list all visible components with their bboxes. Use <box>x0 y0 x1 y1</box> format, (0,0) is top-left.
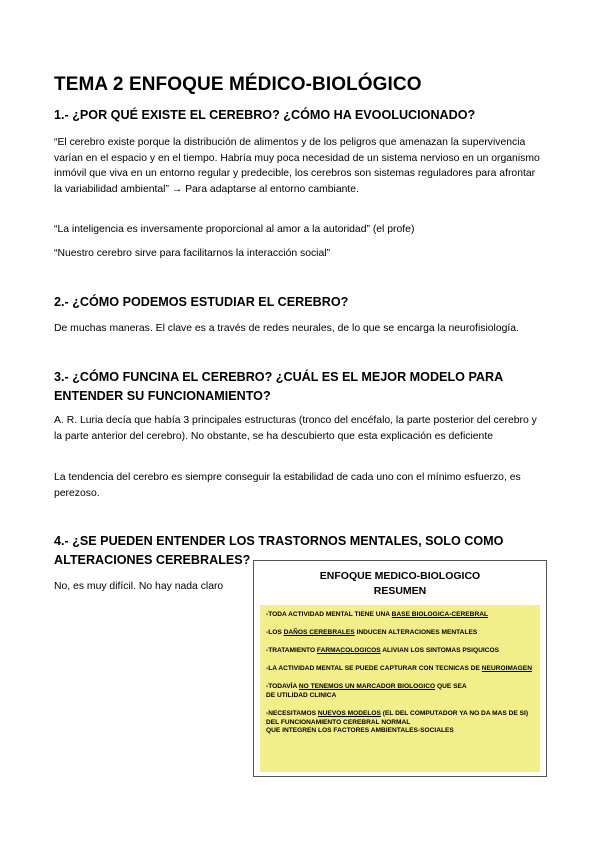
summary-title-line-1: ENFOQUE MEDICO-BIOLOGICO <box>319 570 481 582</box>
summary-item: -LOS DAÑOS CEREBRALES INDUCEN ALTERACIONES MENTALES <box>266 629 478 637</box>
section-1-heading: 1.- ¿POR QUÉ EXISTE EL CEREBRO? ¿CÓMO HA EVOOLUCIONADO? <box>54 108 476 122</box>
summary-item: -TODA ACTIVIDAD MENTAL TIENE UNA BASE BIOLOGICA-CEREBRAL <box>266 611 488 618</box>
section-2-heading: 2.- ¿CÓMO PODEMOS ESTUDIAR EL CEREBRO? <box>54 295 349 309</box>
summary-box <box>253 560 547 777</box>
section-3-text-1: A. R. Luria decía que había 3 principales estructuras (tronco del encéfalo, la parte posterior del cerebro y la parte anterior del cerebro). No obstante, se ha descubierto que esta explicación es deficiente <box>54 415 537 442</box>
summary-list <box>260 605 540 772</box>
section-1-quote: “El cerebro existe porque la distribución de alimentos y de los peligros que amenazan la supervivencia varían en el espacio y en el tiempo. Habría muy poca necesidad de un sistema nervioso en un organismo inmóvil que viva en un entorno regular y predecible, los cerebros son sistemas reguladores para afrontar la variabilidad ambiental” → Para adaptarse al entorno cambiante. <box>54 137 540 195</box>
section-1-quote-3: “Nuestro cerebro sirve para facilitarnos la interacción social” <box>54 248 331 259</box>
section-1-quote-2: “La inteligencia es inversamente proporcional al amor a la autoridad” (el profe) <box>54 224 415 235</box>
page-title: TEMA 2 ENFOQUE MÉDICO-BIOLÓGICO <box>54 74 422 95</box>
section-3-text-2: La tendencia del cerebro es siempre conseguir la estabilidad de cada uno con el mínimo esfuerzo, es perezoso. <box>54 472 521 499</box>
summary-item: -LA ACTIVIDAD MENTAL SE PUEDE CAPTURAR CON TECNICAS DE NEUROIMAGEN <box>266 665 532 673</box>
summary-title-line-2: RESUMEN <box>373 585 427 597</box>
section-3-heading: 3.- ¿CÓMO FUNCINA EL CEREBRO? ¿CUÁL ES EL MEJOR MODELO PARA ENTENDER SU FUNCIONAMIENTO? <box>54 370 503 403</box>
section-2-text: De muchas maneras. El clave es a través de redes neurales, de lo que se encarga la neurofisiología. <box>54 323 519 334</box>
section-4-heading: 4.- ¿SE PUEDEN ENTENDER LOS TRASTORNOS MENTALES, SOLO COMO ALTERACIONES CEREBRALES? <box>54 534 504 567</box>
section-4-text: No, es muy difícil. No hay nada claro <box>54 581 224 592</box>
summary-item: -NECESITAMOS NUEVOS MODELOS (EL DEL COMPUTADOR YA NO DA MAS DE SI) DEL FUNCIONAMIENTO CEREBRAL NORMAL QUE INTEGREN LOS FACTORES AMBIENTALES-SOCIALES <box>266 710 529 735</box>
summary-item: -TODAVÍA NO TENEMOS UN MARCADOR BIOLOGICO QUE SEA DE UTILIDAD CLINICA <box>266 683 467 699</box>
summary-box-title <box>254 569 546 599</box>
summary-item: -TRATAMIENTO FARMACOLOGICOS ALIVIAN LOS SINTOMAS PSIQUICOS <box>266 647 500 655</box>
